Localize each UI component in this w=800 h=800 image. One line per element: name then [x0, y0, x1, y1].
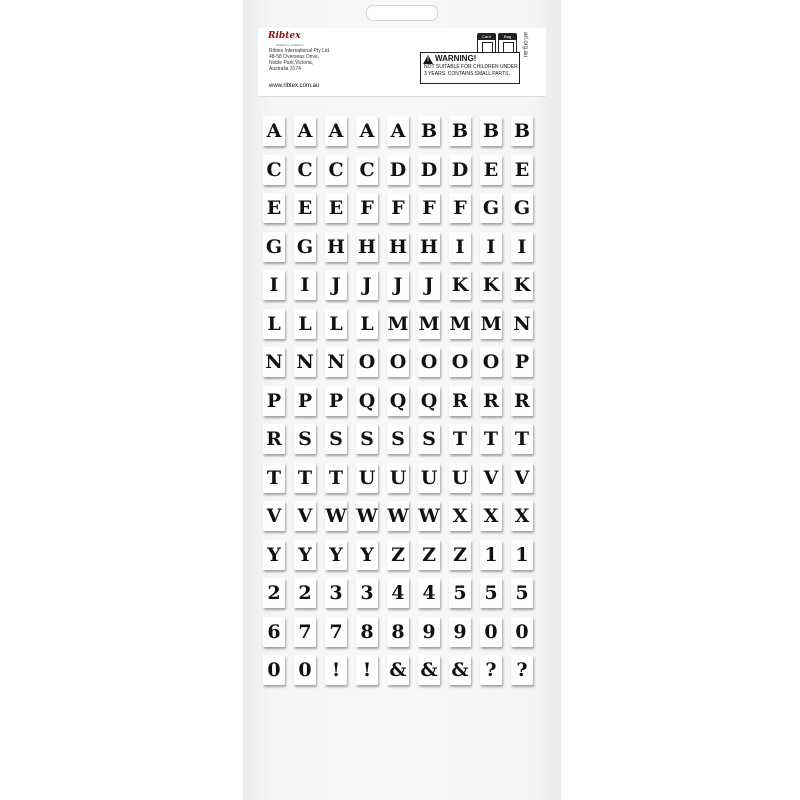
- sticker-tile: C: [325, 155, 347, 185]
- sticker-tile: L: [325, 309, 347, 339]
- sticker-tile: A: [263, 116, 285, 146]
- sticker-tile: T: [294, 463, 316, 493]
- sticker-tile: O: [418, 347, 440, 377]
- sticker-tile: D: [418, 155, 440, 185]
- sticker-tile: G: [294, 232, 316, 262]
- address-line: Ribtex International Pty Ltd.: [269, 48, 331, 54]
- sticker-tile: X: [449, 501, 471, 531]
- sticker-tile: 5: [449, 578, 471, 608]
- sticker-tile: P: [511, 347, 533, 377]
- sticker-tile: Y: [263, 540, 285, 570]
- sticker-tile: O: [387, 347, 409, 377]
- sticker-tile: K: [480, 270, 502, 300]
- sticker-tile: Y: [356, 540, 378, 570]
- sticker-tile: S: [387, 424, 409, 454]
- sticker-tile: S: [325, 424, 347, 454]
- sticker-tile: R: [511, 386, 533, 416]
- sticker-tile: 2: [263, 578, 285, 608]
- recycle-bag-label: Bag: [499, 34, 516, 40]
- sticker-tile: F: [449, 193, 471, 223]
- sticker-tile: C: [294, 155, 316, 185]
- sticker-tile: ?: [480, 655, 502, 685]
- sticker-tile: T: [263, 463, 285, 493]
- sticker-tile: Q: [418, 386, 440, 416]
- sticker-tile: 4: [418, 578, 440, 608]
- sticker-tile: J: [325, 270, 347, 300]
- sticker-tile: D: [449, 155, 471, 185]
- warning-box: [420, 52, 520, 84]
- sticker-tile: F: [356, 193, 378, 223]
- sticker-tile: T: [325, 463, 347, 493]
- sticker-tile: O: [480, 347, 502, 377]
- sticker-tile: H: [325, 232, 347, 262]
- sticker-tile: V: [263, 501, 285, 531]
- sticker-tile: L: [356, 309, 378, 339]
- sticker-tile: S: [418, 424, 440, 454]
- sticker-tile: 8: [387, 617, 409, 647]
- sticker-tile: F: [387, 193, 409, 223]
- sticker-tile: T: [480, 424, 502, 454]
- sticker-tile: 9: [418, 617, 440, 647]
- sticker-tile: R: [480, 386, 502, 416]
- sticker-tile: S: [294, 424, 316, 454]
- sticker-tile: 5: [511, 578, 533, 608]
- sticker-tile: R: [449, 386, 471, 416]
- sticker-tile: A: [356, 116, 378, 146]
- sticker-tile: 9: [449, 617, 471, 647]
- sticker-tile: !: [356, 655, 378, 685]
- sticker-tile: W: [387, 501, 409, 531]
- sticker-tile: 0: [263, 655, 285, 685]
- sticker-tile: U: [449, 463, 471, 493]
- sticker-tile: C: [263, 155, 285, 185]
- website-url: www.ribtex.com.au: [269, 83, 320, 89]
- sticker-tile: 1: [511, 540, 533, 570]
- sticker-tile: 0: [294, 655, 316, 685]
- sticker-tile: Q: [356, 386, 378, 416]
- sticker-tile: N: [294, 347, 316, 377]
- recycle-card-label: Card: [478, 34, 495, 40]
- sticker-tile: T: [511, 424, 533, 454]
- sticker-tile: P: [294, 386, 316, 416]
- sticker-tile: !: [325, 655, 347, 685]
- sticker-tile: N: [325, 347, 347, 377]
- sticker-tile: U: [356, 463, 378, 493]
- sticker-tile: 1: [480, 540, 502, 570]
- sticker-tile: Z: [387, 540, 409, 570]
- sticker-tile: M: [449, 309, 471, 339]
- header-card: [258, 28, 546, 97]
- sticker-tile: X: [480, 501, 502, 531]
- sticker-tile: 8: [356, 617, 378, 647]
- sticker-tile: O: [449, 347, 471, 377]
- sticker-tile: V: [294, 501, 316, 531]
- sticker-tile: 3: [356, 578, 378, 608]
- sticker-tile: 2: [294, 578, 316, 608]
- sticker-tile: I: [294, 270, 316, 300]
- warning-title: WARNING!: [435, 54, 477, 63]
- sticker-tile: 7: [325, 617, 347, 647]
- sticker-tile: M: [418, 309, 440, 339]
- sticker-tile: Y: [325, 540, 347, 570]
- sticker-tile: D: [387, 155, 409, 185]
- sticker-tile: S: [356, 424, 378, 454]
- sticker-tile: E: [511, 155, 533, 185]
- brand-logo: Ribtex: [268, 31, 301, 41]
- hang-tab-hole: [366, 5, 438, 21]
- sticker-tile: H: [356, 232, 378, 262]
- sticker-tile: O: [356, 347, 378, 377]
- address-line: Australia 3174: [269, 66, 301, 72]
- sticker-tile: 5: [480, 578, 502, 608]
- sticker-tile: X: [511, 501, 533, 531]
- sticker-tile: T: [449, 424, 471, 454]
- sticker-tile: P: [325, 386, 347, 416]
- sticker-tile: L: [294, 309, 316, 339]
- sticker-tile: U: [418, 463, 440, 493]
- recycle-url: arl.org.au: [522, 32, 528, 58]
- sticker-tile: B: [449, 116, 471, 146]
- sticker-tile: A: [325, 116, 347, 146]
- sticker-tile: E: [294, 193, 316, 223]
- sticker-tile: 6: [263, 617, 285, 647]
- sticker-tile: A: [294, 116, 316, 146]
- sticker-tile: H: [418, 232, 440, 262]
- sticker-tile: Z: [418, 540, 440, 570]
- sticker-tile: J: [418, 270, 440, 300]
- sticker-tile: 0: [480, 617, 502, 647]
- sticker-tile: W: [325, 501, 347, 531]
- sticker-tile: ?: [511, 655, 533, 685]
- sticker-tile: W: [356, 501, 378, 531]
- sticker-tile: F: [418, 193, 440, 223]
- sticker-tile: K: [449, 270, 471, 300]
- sticker-tile: W: [418, 501, 440, 531]
- sticker-tile: G: [263, 232, 285, 262]
- sticker-tile: V: [511, 463, 533, 493]
- sticker-tile: &: [387, 655, 409, 685]
- sticker-tile: L: [263, 309, 285, 339]
- sticker-tile: &: [449, 655, 471, 685]
- sticker-tile: P: [263, 386, 285, 416]
- sticker-tile: E: [325, 193, 347, 223]
- brand-tagline: Stationery Collection: [276, 43, 304, 47]
- sticker-tile: C: [356, 155, 378, 185]
- sticker-tile: B: [511, 116, 533, 146]
- sticker-tile: I: [449, 232, 471, 262]
- sticker-tile: 3: [325, 578, 347, 608]
- sticker-tile: E: [480, 155, 502, 185]
- sticker-tile: M: [480, 309, 502, 339]
- warning-text: 3 YEARS. CONTAINS SMALL PARTS.: [424, 71, 510, 77]
- sticker-tile: Q: [387, 386, 409, 416]
- sticker-grid: [263, 116, 541, 694]
- sticker-tile: A: [387, 116, 409, 146]
- sticker-tile: E: [263, 193, 285, 223]
- sticker-tile: M: [387, 309, 409, 339]
- address-line: Noble Park,Victoria,: [269, 60, 314, 66]
- sticker-tile: 4: [387, 578, 409, 608]
- warning-icon: !: [423, 55, 433, 64]
- sticker-tile: N: [511, 309, 533, 339]
- sticker-tile: B: [418, 116, 440, 146]
- sticker-tile: Z: [449, 540, 471, 570]
- sticker-tile: J: [387, 270, 409, 300]
- sticker-tile: &: [418, 655, 440, 685]
- warning-text: NOT SUITABLE FOR CHILDREN UNDER: [424, 64, 518, 70]
- sticker-tile: J: [356, 270, 378, 300]
- sticker-tile: R: [263, 424, 285, 454]
- sticker-tile: U: [387, 463, 409, 493]
- sticker-tile: V: [480, 463, 502, 493]
- sticker-tile: I: [480, 232, 502, 262]
- sticker-tile: G: [480, 193, 502, 223]
- sticker-tile: H: [387, 232, 409, 262]
- sticker-tile: G: [511, 193, 533, 223]
- sticker-tile: Y: [294, 540, 316, 570]
- sticker-tile: 7: [294, 617, 316, 647]
- sticker-tile: 0: [511, 617, 533, 647]
- sticker-tile: I: [263, 270, 285, 300]
- address-line: 48-58 Overseas Drive,: [269, 54, 320, 60]
- sticker-tile: N: [263, 347, 285, 377]
- sticker-tile: B: [480, 116, 502, 146]
- sticker-tile: K: [511, 270, 533, 300]
- sticker-tile: I: [511, 232, 533, 262]
